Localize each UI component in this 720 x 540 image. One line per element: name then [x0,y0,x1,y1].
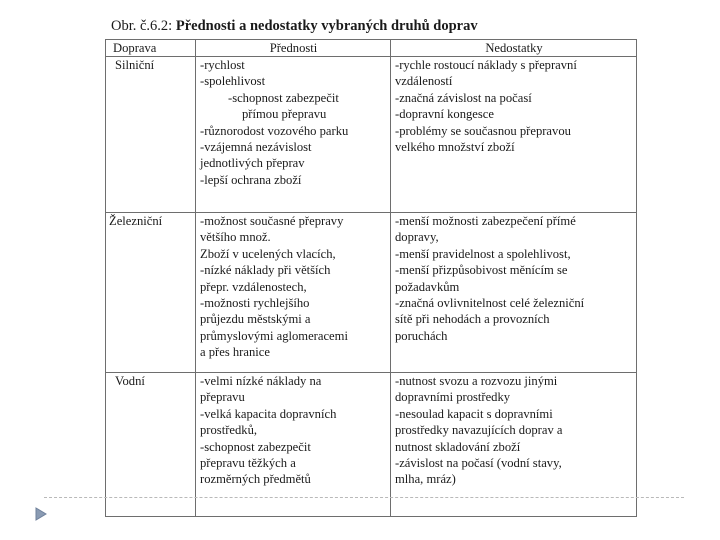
list-item: -menší možnosti zabezpečení přímé [395,214,576,228]
list-item: nutnost skladování zboží [395,439,521,454]
list-item: většího množ. [200,230,271,245]
list-item: vzdáleností [395,74,453,89]
table-row [106,57,637,213]
list-item: prostředky navazujících doprav a [395,423,563,438]
table-header-row [106,40,637,57]
list-item: -menší přizpůsobivost měnícím se [395,263,568,278]
list-item: přepravu [200,390,245,405]
list-item: sítě při nehodách a provozních [395,312,550,327]
list-item: a přes hranice [200,345,270,360]
list-item: -problémy se současnou přepravou [395,123,571,138]
list-item: dopravy, [395,230,439,245]
transport-cell: Vodní [106,373,196,517]
list-item: jednotlivých přeprav [200,156,305,171]
list-item: -velká kapacita dopravních [200,406,337,421]
header-doprava: Doprava [106,40,196,57]
list-item: -značná ovlivnitelnost celé železniční [395,296,585,311]
list-item: -rychle rostoucí náklady s přepravní [395,58,577,72]
list-item: -menší pravidelnost a spolehlivost, [395,246,571,261]
disadvantages-cell [391,373,637,517]
list-item: rozměrných předmětů [200,472,311,487]
list-item: dopravními prostředky [395,390,511,405]
transport-cell: Silniční [106,57,196,213]
list-item: poruchách [395,328,448,343]
list-item: -nesoulad kapacit s dopravními [395,406,553,421]
list-item: požadavkům [395,279,460,294]
comparison-table [105,39,637,517]
list-item: přímou přepravu [242,107,327,122]
slide-divider [44,497,684,498]
transport-cell: Železniční [106,213,196,373]
list-item: -schopnost zabezpečit [228,90,339,105]
list-item: -rychlost [200,58,245,72]
list-item: -schopnost zabezpečit [200,439,311,454]
list-item: -značná závislost na počasí [395,90,532,105]
advantages-cell [196,373,391,517]
list-item: -lepší ochrana zboží [200,172,302,187]
table-row [106,213,637,373]
list-item: -možnost současné přepravy [200,214,344,228]
figure-caption [111,18,478,35]
list-item: -nutnost svozu a rozvozu jinými [395,374,558,388]
header-nedostatky: Nedostatky [391,40,637,57]
list-item: -spolehlivost [200,74,266,89]
list-item: -nízké náklady při větších [200,263,331,278]
list-item: -velmi nízké náklady na [200,374,322,388]
header-prednosti: Přednosti [196,40,391,57]
list-item: průmyslovými aglomeracemi [200,328,348,343]
list-item: Zboží v ucelených vlacích, [200,246,336,261]
caption-prefix: Obr. č.6.2: [111,18,176,34]
list-item: -dopravní kongesce [395,107,494,122]
list-item: velkého množství zboží [395,140,515,155]
disadvantages-cell [391,57,637,213]
list-item: mlha, mráz) [395,472,456,487]
list-item: -vzájemná nezávislost [200,140,312,155]
list-item: průjezdu městskými a [200,312,311,327]
list-item: -možnosti rychlejšího [200,296,310,311]
list-item: -závislost na počasí (vodní stavy, [395,456,562,471]
list-item: prostředků, [200,423,258,438]
disadvantages-cell [391,213,637,373]
list-item: -různorodost vozového parku [200,123,349,138]
table-row [106,373,637,517]
triangle-right-icon[interactable] [35,507,47,526]
list-item: přepr. vzdálenostech, [200,279,307,294]
advantages-cell [196,57,391,213]
caption-title: Přednosti a nedostatky vybraných druhů doprav [175,18,478,34]
advantages-cell [196,213,391,373]
list-item: přepravu těžkých a [200,456,296,471]
